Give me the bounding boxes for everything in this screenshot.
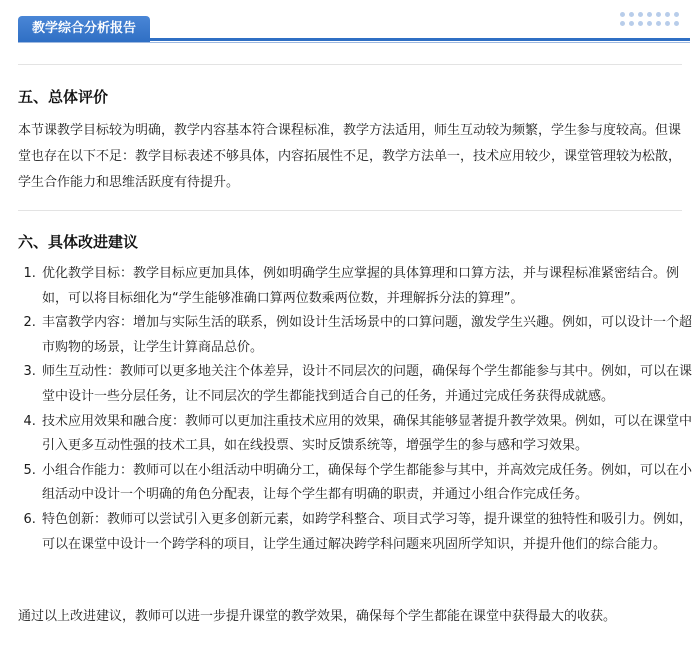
report-title-tab: 教学综合分析报告: [18, 16, 150, 42]
section-heading: 六、具体改进建议: [18, 233, 139, 251]
header-rule-thin: [18, 42, 690, 43]
closing-paragraph: 通过以上改进建议，教师可以进一步提升课堂的教学效果，确保每个学生都能在课堂中获得最大的收获。: [18, 609, 617, 624]
list-item: 5. 小组合作能力：教师可以在小组活动中明确分工，确保每个学生都能参与其中，并高效完成任务。例如，可以在小组活动中设计一个明确的角色分配表，让每个学生都有明确的职责，并通过小组合作完成任务。: [40, 459, 700, 508]
divider: [18, 64, 682, 65]
list-item: 1. 优化教学目标：教学目标应更加具体，例如明确学生应掌握的具体算理和口算方法，并与课程标准紧密结合。例如，可以将目标细化为“学生能够准确口算两位数乘两位数，并理解拆分法的算理”。: [40, 262, 700, 311]
divider: [18, 210, 682, 211]
report-header: [0, 0, 700, 52]
list-item: 3. 师生互动性：教师可以更多地关注个体差异，设计不同层次的问题，确保每个学生都能参与其中。例如，可以在课堂中设计一些分层任务，让不同层次的学生都能找到适合自己的任务，并通过完成任务获得成就感。: [40, 360, 700, 409]
list-item: 4. 技术应用效果和融合度：教师可以更加注重技术应用的效果，确保其能够显著提升教学效果。例如，可以在课堂中引入更多互动性强的技术工具，如在线投票、实时反馈系统等，增强学生的参与感和学习效果。: [40, 410, 700, 459]
section-heading: 五、总体评价: [18, 88, 109, 106]
decorative-dots-icon: [620, 12, 686, 34]
list-item: 6. 特色创新：教师可以尝试引入更多创新元素，如跨学科整合、项目式学习等，提升课堂的独特性和吸引力。例如，可以在课堂中设计一个跨学科的项目，让学生通过解决跨学科问题来巩固所学知识，并提升他们的综合能力。: [40, 508, 700, 557]
summary-paragraph: 本节课教学目标较为明确，教学内容基本符合课程标准，教学方法适用，师生互动较为频繁，学生参与度较高。但课堂也存在以下不足：教学目标表述不够具体，内容拓展性不足，教学方法单一，技术应用较少，课堂管理较为松散，学生合作能力和思维活跃度有待提升。: [18, 123, 682, 190]
header-rule: [150, 38, 690, 41]
suggestion-list: [18, 262, 700, 557]
list-item: 2. 丰富教学内容：增加与实际生活的联系，例如设计生活场景中的口算问题，激发学生兴趣。例如，可以设计一个超市购物的场景，让学生计算商品总价。: [40, 311, 700, 360]
